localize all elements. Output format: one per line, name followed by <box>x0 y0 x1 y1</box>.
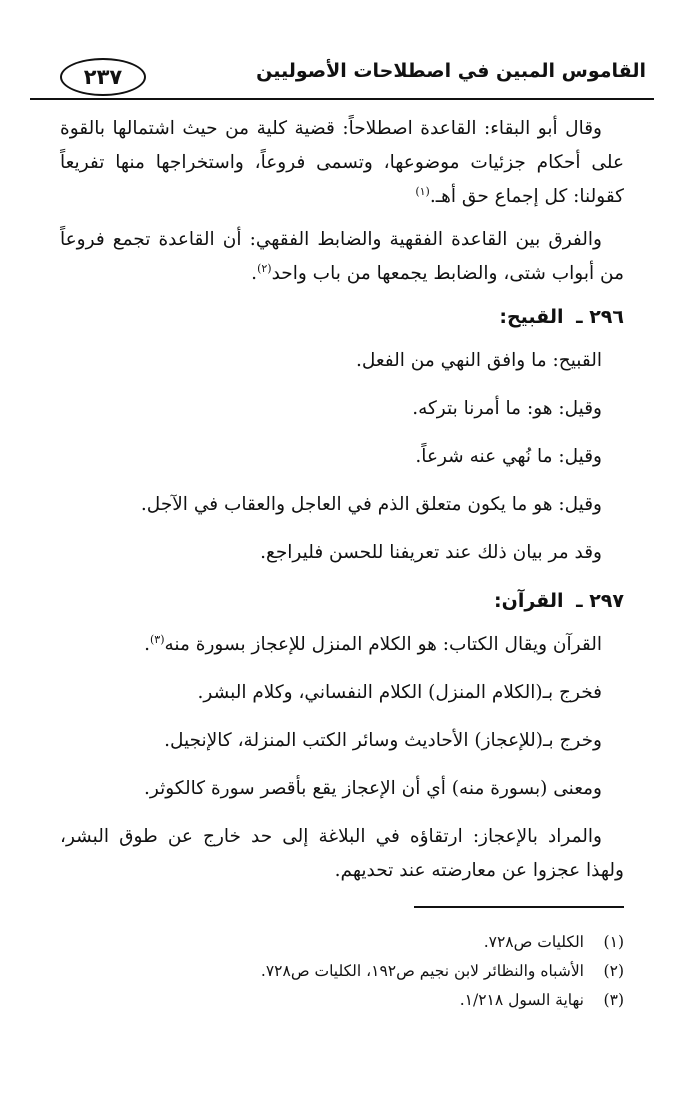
header-rule <box>30 98 654 100</box>
entry-heading-297 <box>60 584 624 618</box>
page-body <box>60 112 624 897</box>
definition-line: فخرج بـ(الكلام المنزل) الكلام النفساني، وكلام البشر. <box>197 682 602 703</box>
entry-number: ٢٩٦ ـ <box>576 306 624 328</box>
footnote-mark: (١) <box>603 933 624 951</box>
definition-line: وخرج بـ(للإعجاز) الأحاديث وسائر الكتب المنزلة، كالإنجيل. <box>164 730 602 751</box>
footnote-ref: (٣) <box>150 632 165 646</box>
definition-line: القبيح: ما وافق النهي من الفعل. <box>355 350 602 371</box>
definition-line: وقيل: ما نُهي عنه شرعاً. <box>415 446 602 467</box>
page-header <box>30 54 654 104</box>
footnote <box>60 928 624 957</box>
footnote-ref: (٢) <box>257 261 272 275</box>
paragraph-difference <box>60 223 624 291</box>
running-title: القاموس المبين في اصطلاحات الأصوليين <box>256 60 646 82</box>
footnote-mark: (٢) <box>603 962 624 980</box>
footnote-rule <box>414 906 624 908</box>
footnote <box>60 957 624 986</box>
footnote-text: الكليات ص٧٢٨. <box>483 933 584 951</box>
footnote-text: نهاية السول ١/٢١٨. <box>459 991 584 1009</box>
footnote-ref: (١) <box>415 184 430 198</box>
footnote-mark: (٣) <box>603 991 624 1009</box>
definition-line: وقيل: هو ما يكون متعلق الذم في العاجل والعقاب في الآجل. <box>140 494 602 515</box>
footnotes <box>60 928 624 1015</box>
definition-text: القرآن ويقال الكتاب: هو الكلام المنزل للإعجاز بسورة منه <box>164 634 602 655</box>
definition-line: ومعنى (بسورة منه) أي أن الإعجاز يقع بأقصر سورة كالكوثر. <box>144 778 602 799</box>
entry-term: القرآن: <box>494 590 564 612</box>
paragraph-text: والفرق بين القاعدة الفقهية والضابط الفقهي: أن القاعدة تجمع فروعاً من أبواب شتى، والضابط يجمعها من باب واحد <box>60 229 624 284</box>
definition-end: . <box>144 634 150 655</box>
definition-line <box>60 628 602 662</box>
paragraph-end: . <box>251 263 258 284</box>
entry-term: القبيح: <box>499 306 564 328</box>
entry-heading-296 <box>60 300 624 334</box>
footnote <box>60 986 624 1015</box>
paragraph-miracle: والمراد بالإعجاز: ارتقاؤه في البلاغة إلى حد خارج عن طوق البشر، ولهذا عجزوا عن معارضته عند تحديهم. <box>60 826 624 881</box>
paragraph-text: وقال أبو البقاء: القاعدة اصطلاحاً: قضية كلية من حيث اشتمالها بالقوة على أحكام جزئيات موضوعها، وتسمى فروعاً، واستخراجها منها تفريعاً كقولنا: كل إجماع حق أهـ. <box>60 118 624 207</box>
definition-line: وقيل: هو: ما أمرنا بتركه. <box>412 398 602 419</box>
paragraph-abu-albaqa <box>60 112 624 214</box>
entry-number: ٢٩٧ ـ <box>576 590 624 612</box>
footnote-text: الأشباه والنظائر لابن نجيم ص١٩٢، الكليات ص٧٢٨. <box>260 962 584 980</box>
page-number: ٢٣٧ <box>60 58 146 96</box>
definition-line: وقد مر بيان ذلك عند تعريفنا للحسن فليراجع. <box>260 542 602 563</box>
